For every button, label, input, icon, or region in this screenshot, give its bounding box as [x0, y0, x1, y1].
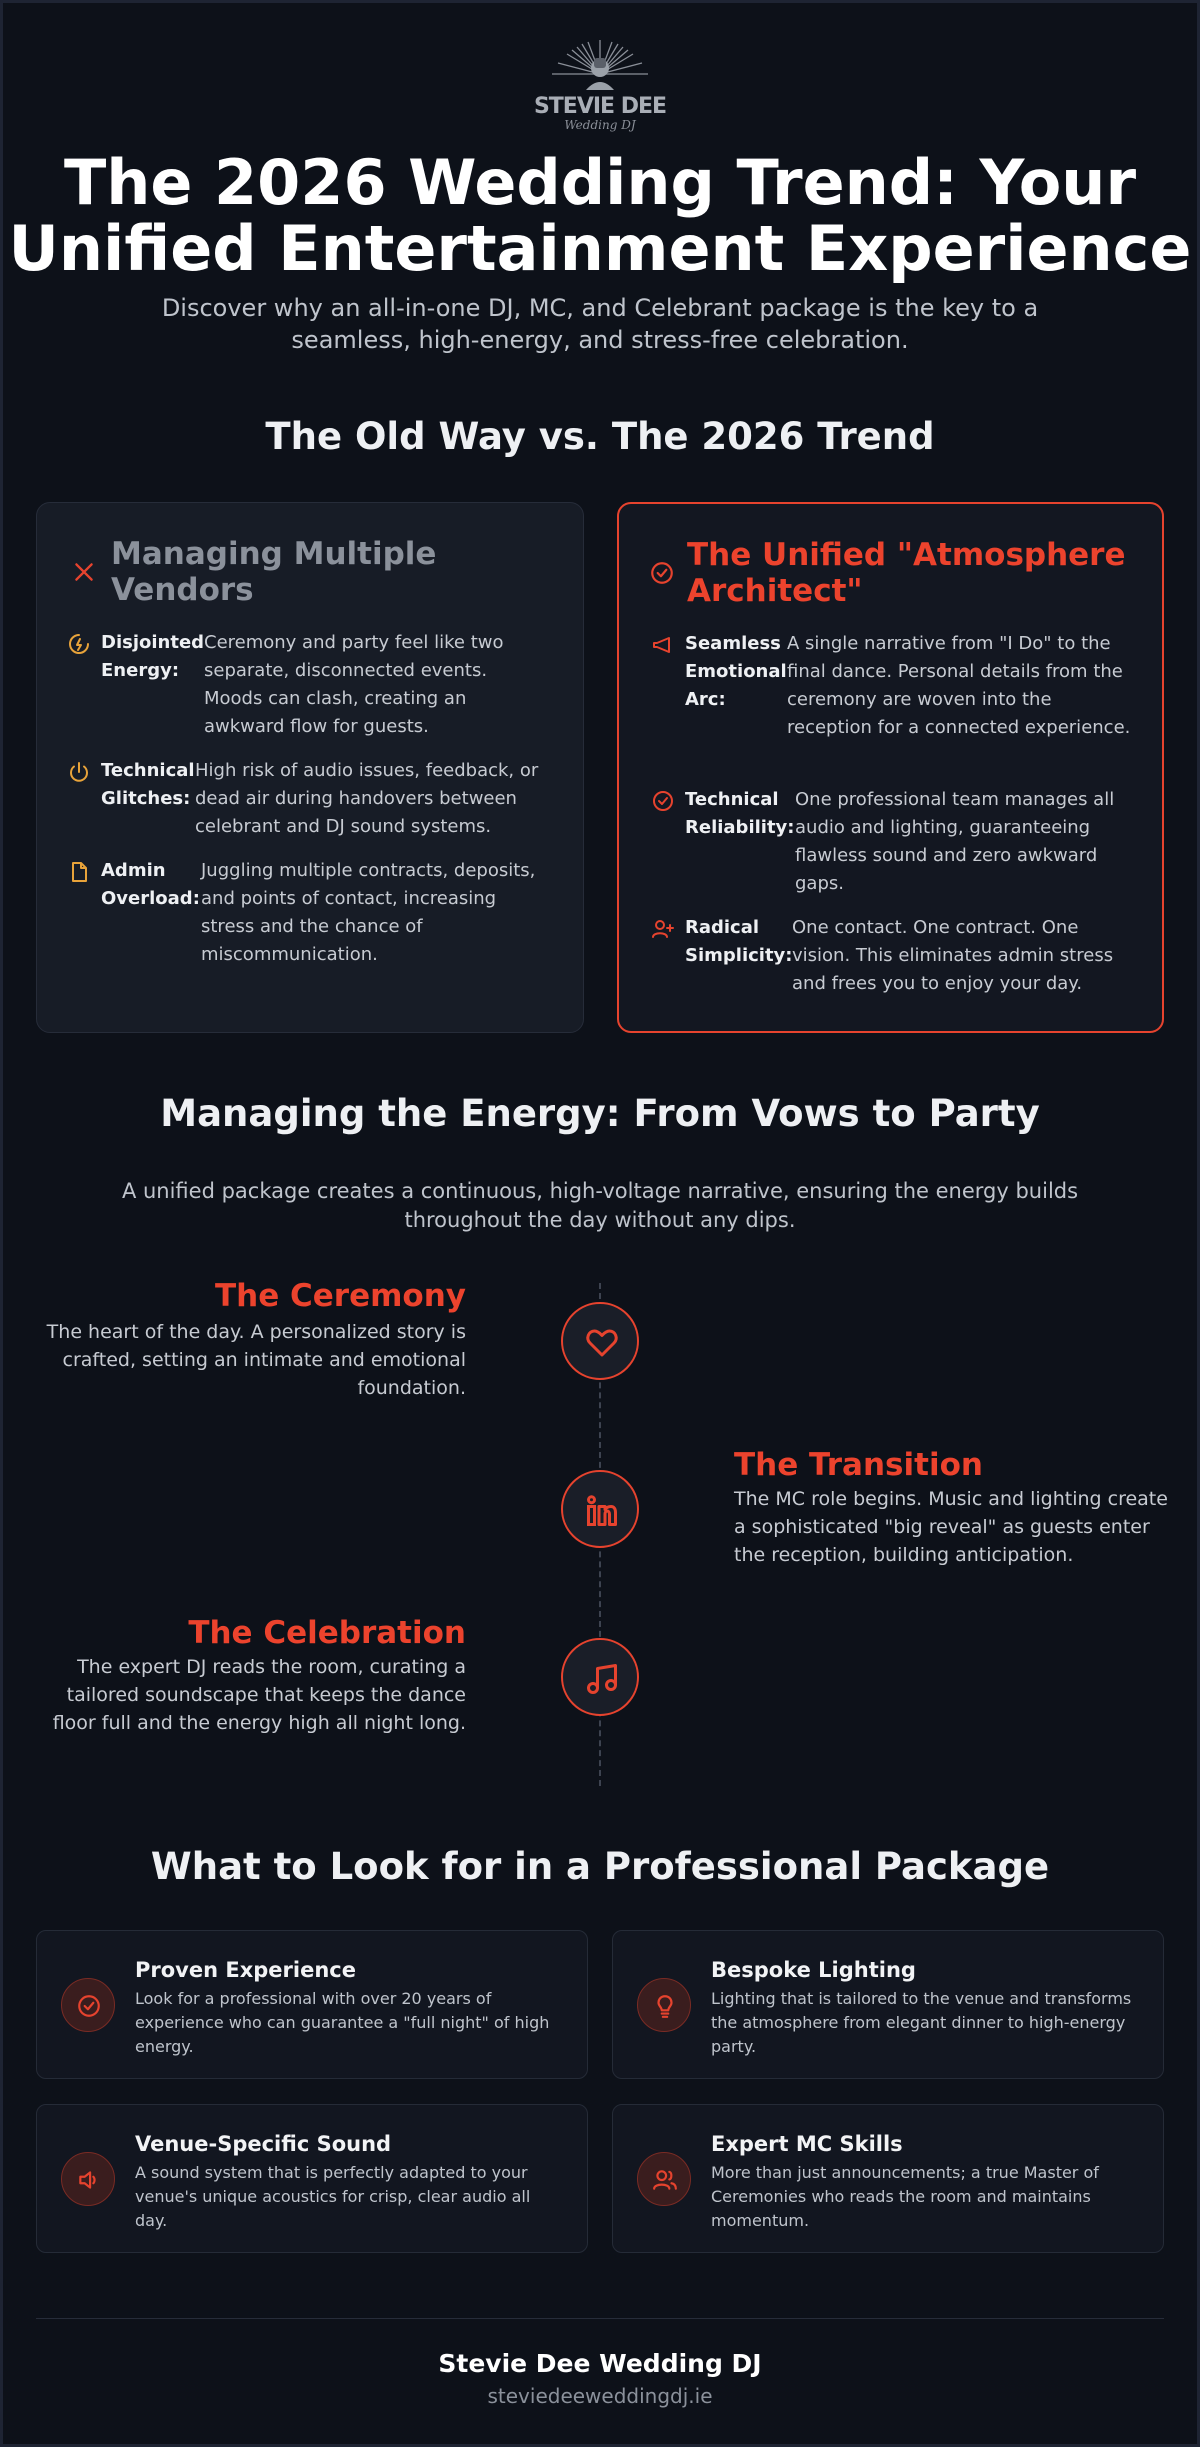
footer-divider: [36, 2318, 1164, 2319]
page-subtitle: Discover why an all-in-one DJ, MC, and Celebrant package is the key to a seamless, high-energy, and stress-free celebration.: [161, 294, 1039, 354]
energy-description: A unified package creates a continuous, high-voltage narrative, ensuring the energy builds throughout the day without any dips.: [121, 1179, 1079, 1232]
celebration-desc: The expert DJ reads the room, curating a tailored soundscape that keeps the dance floor full and the energy high all night long.: [52, 1656, 466, 1734]
linkedin-icon: [584, 1493, 620, 1529]
new-item-reliability: [651, 786, 1151, 898]
page-title: [0, 146, 1200, 285]
item-desc: One contact. One contract. One vision. This eliminates admin stress and frees you to enjoy your day.: [792, 917, 1114, 994]
title-line-1: The 2026 Wedding Trend: Your: [63, 146, 1137, 219]
transition-title: The Transition: [734, 1447, 983, 1483]
speaker-icon: [76, 2167, 102, 2193]
old-item-disjointed: [67, 629, 567, 741]
power-icon: [67, 760, 91, 784]
check-circle-icon: [649, 560, 675, 586]
check-circle-icon: [76, 1993, 102, 2019]
old-item-technical: [67, 757, 567, 841]
celebration-node: [561, 1638, 639, 1716]
feature-desc: More than just announcements; a true Master of Ceremonies who reads the room and maintains momentum.: [711, 2163, 1099, 2230]
item-label: Technical Glitches:: [101, 760, 195, 809]
logo-tagline: Wedding DJ: [564, 118, 636, 132]
feature-title: Proven Experience: [135, 1958, 356, 1982]
feature-title: Bespoke Lighting: [711, 1958, 916, 1982]
transition-desc: The MC role begins. Music and lighting create a sophisticated "big reveal" as guests enter the reception, building anticipation.: [734, 1488, 1168, 1566]
title-line-2: Unified Entertainment Experience: [8, 212, 1192, 285]
package-heading: What to Look for in a Professional Package: [150, 1845, 1050, 1888]
logo-brand-text: STEVIE DEE: [533, 94, 667, 119]
feature-icon-wrap: [61, 2152, 115, 2206]
old-way-title: Managing Multiple Vendors: [111, 536, 437, 608]
feature-icon-wrap: [61, 1978, 115, 2032]
document-icon: [67, 860, 91, 884]
feature-icon-wrap: [637, 1978, 691, 2032]
item-desc: A single narrative from "I Do" to the final dance. Personal details from the ceremony are woven into the reception for a connected experience.: [787, 633, 1131, 738]
feature-desc: Lighting that is tailored to the venue and transforms the atmosphere from elegant dinner to high-energy party.: [711, 1989, 1132, 2056]
footer-website-link[interactable]: steviedeeweddingdj.ie: [487, 2384, 713, 2408]
ceremony-title: The Ceremony: [215, 1278, 466, 1314]
item-desc: One professional team manages all audio and lighting, guaranteeing flawless sound and zero awkward gaps.: [795, 789, 1115, 894]
feature-icon-wrap: [637, 2152, 691, 2206]
users-icon: [652, 2167, 678, 2193]
ceremony-desc: The heart of the day. A personalized story is crafted, setting an intimate and emotional foundation.: [46, 1321, 466, 1399]
x-icon: [71, 559, 97, 585]
feature-mc-skills: [612, 2104, 1164, 2253]
feature-title: Expert MC Skills: [711, 2132, 903, 2156]
old-way-card: [36, 502, 584, 1033]
celebration-title: The Celebration: [188, 1615, 466, 1651]
check-circle-icon: [651, 789, 675, 813]
item-label: Seamless Emotional Arc:: [685, 633, 787, 710]
new-item-simplicity: [651, 914, 1151, 998]
item-label: Radical Simplicity:: [685, 917, 793, 966]
ceremony-node: [561, 1302, 639, 1380]
feature-bespoke-lighting: [612, 1930, 1164, 2079]
feature-proven-experience: [36, 1930, 588, 2079]
item-label: Disjointed Energy:: [101, 632, 205, 681]
item-label: Admin Overload:: [101, 860, 200, 909]
item-label: Technical Reliability:: [685, 789, 795, 838]
energy-heading: Managing the Energy: From Vows to Party: [160, 1092, 1040, 1135]
user-plus-icon: [651, 917, 675, 941]
unified-title: The Unified "Atmosphere Architect": [687, 537, 1126, 609]
music-note-icon: [584, 1661, 620, 1697]
item-desc: Juggling multiple contracts, deposits, and points of contact, increasing stress and the chance of miscommunication.: [201, 860, 536, 965]
unified-card: [617, 502, 1164, 1033]
transition-node: [561, 1470, 639, 1548]
comparison-heading: The Old Way vs. The 2026 Trend: [265, 415, 935, 458]
feature-venue-sound: [36, 2104, 588, 2253]
item-desc: High risk of audio issues, feedback, or dead air during handovers between celebrant and DJ sound systems.: [195, 760, 539, 837]
brand-logo[interactable]: [530, 38, 670, 134]
energy-icon: [67, 632, 91, 656]
lightbulb-icon: [652, 1993, 678, 2019]
old-item-admin: [67, 857, 567, 969]
footer-business-name: Stevie Dee Wedding DJ: [438, 2349, 762, 2378]
heart-icon: [584, 1325, 620, 1361]
megaphone-icon: [651, 633, 675, 657]
item-desc: Ceremony and party feel like two separate, disconnected events. Moods can clash, creating an awkward flow for guests.: [204, 632, 504, 737]
new-item-seamless: [651, 630, 1151, 770]
feature-desc: A sound system that is perfectly adapted to your venue's unique acoustics for crisp, clear audio all day.: [135, 2163, 531, 2230]
feature-desc: Look for a professional with over 20 years of experience who can guarantee a "full night" of high energy.: [135, 1989, 550, 2056]
feature-title: Venue-Specific Sound: [135, 2132, 392, 2156]
